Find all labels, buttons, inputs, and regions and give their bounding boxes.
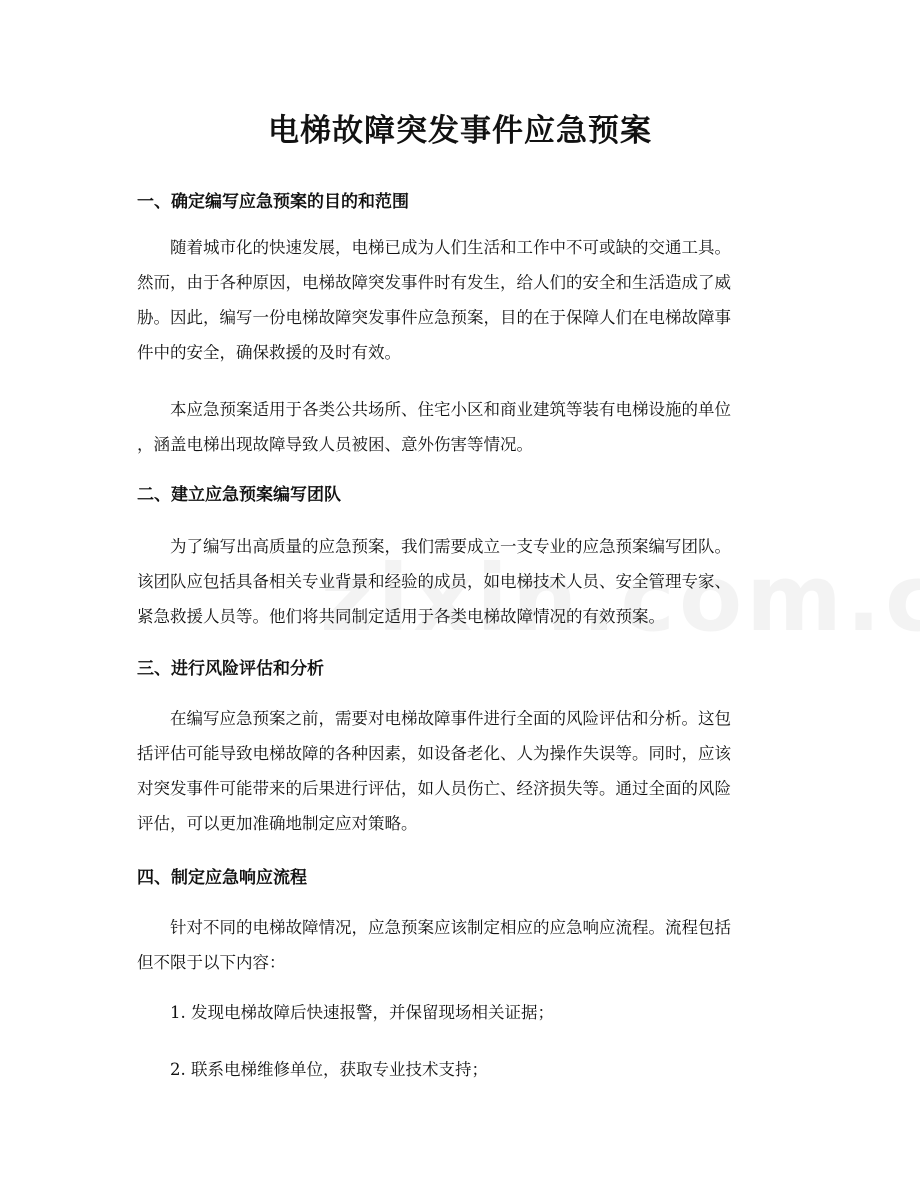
section-2-paragraph-1 [137, 529, 787, 634]
paragraph-line: 括评估可能导致电梯故障的各种因素，如设备老化、人为操作失误等。同时，应该 [137, 744, 731, 763]
paragraph-line: ，涵盖电梯出现故障导致人员被困、意外伤害等情况。 [137, 435, 533, 454]
section-1-paragraph-1 [137, 230, 787, 370]
section-4-paragraph-1 [137, 910, 787, 980]
paragraph-line: 但不限于以下内容： [137, 953, 286, 972]
paragraph-line: 该团队应包括具备相关专业背景和经验的成员，如电梯技术人员、安全管理专家、 [137, 572, 731, 591]
paragraph-line: 然而，由于各种原因，电梯故障突发事件时有发生，给人们的安全和生活造成了威 [137, 273, 731, 292]
section-heading-3: 三、进行风险评估和分析 [137, 659, 324, 679]
section-3-paragraph-1 [137, 701, 787, 841]
section-heading-2: 二、建立应急预案编写团队 [137, 485, 341, 505]
section-heading-1: 一、确定编写应急预案的目的和范围 [137, 192, 409, 212]
paragraph-line: 胁。因此，编写一份电梯故障突发事件应急预案，目的在于保障人们在电梯故障事 [137, 308, 731, 327]
paragraph-line: 针对不同的电梯故障情况，应急预案应该制定相应的应急响应流程。流程包括 [170, 918, 731, 937]
paragraph-line: 紧急救援人员等。他们将共同制定适用于各类电梯故障情况的有效预案。 [137, 607, 665, 626]
paragraph-line: 件中的安全，确保救援的及时有效。 [137, 343, 401, 362]
document-title: 电梯故障突发事件应急预案 [268, 113, 652, 149]
list-item: 1. 发现电梯故障后快速报警，并保留现场相关证据； [170, 1003, 554, 1022]
paragraph-line: 在编写应急预案之前，需要对电梯故障事件进行全面的风险评估和分析。这包 [170, 709, 731, 728]
paragraph-line: 评估，可以更加准确地制定应对策略。 [137, 814, 418, 833]
section-1-paragraph-2 [137, 392, 787, 462]
paragraph-line: 随着城市化的快速发展，电梯已成为人们生活和工作中不可或缺的交通工具。 [170, 238, 731, 257]
section-heading-4: 四、制定应急响应流程 [137, 868, 307, 888]
paragraph-line: 为了编写出高质量的应急预案，我们需要成立一支专业的应急预案编写团队。 [170, 537, 731, 556]
list-item: 2. 联系电梯维修单位，获取专业技术支持； [170, 1060, 488, 1079]
paragraph-line: 本应急预案适用于各类公共场所、住宅小区和商业建筑等装有电梯设施的单位 [170, 400, 731, 419]
paragraph-line: 对突发事件可能带来的后果进行评估，如人员伤亡、经济损失等。通过全面的风险 [137, 779, 731, 798]
